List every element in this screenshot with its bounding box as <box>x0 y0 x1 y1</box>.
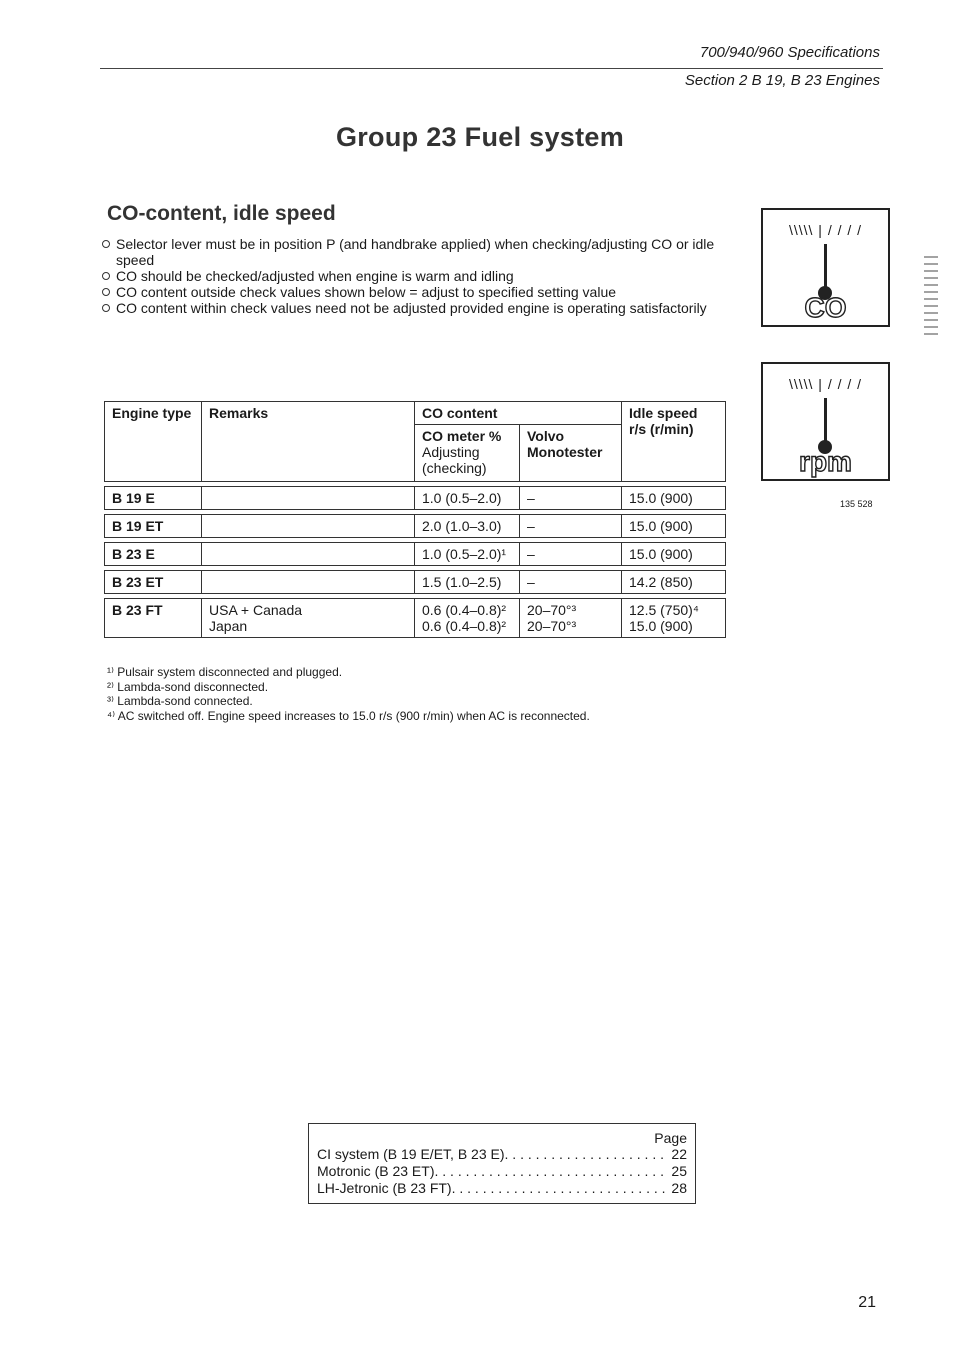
cell-idle: 15.0 (900) <box>622 543 726 566</box>
cell-monotester: – <box>520 515 622 538</box>
ref-item-page: 25 <box>671 1163 687 1179</box>
ref-item-label: LH-Jetronic (B 23 FT) <box>317 1180 452 1196</box>
rpm-gauge-label: rpm <box>799 446 852 477</box>
leader-dots <box>434 1163 667 1180</box>
page-reference-box <box>308 1123 696 1204</box>
header-volvo-monotester: Volvo Monotester <box>520 425 622 482</box>
header-rule <box>100 68 883 69</box>
section-heading: CO-content, idle speed <box>107 202 336 225</box>
cell-remarks <box>202 543 415 566</box>
co-line: 0.6 (0.4–0.8)² <box>422 602 507 618</box>
table-row <box>105 487 726 510</box>
ref-item[interactable] <box>317 1180 687 1197</box>
instruction-item: CO should be checked/adjusted when engine is warm and idling <box>100 268 740 284</box>
cell-co: 1.5 (1.0–2.5) <box>415 571 520 594</box>
cell-idle: 14.2 (850) <box>622 571 726 594</box>
cell-monotester: – <box>520 487 622 510</box>
co-gauge-label: CO <box>804 292 847 323</box>
cell-remarks <box>202 515 415 538</box>
idle-line: 12.5 (750)⁴ <box>629 602 699 618</box>
co-idle-spec-table <box>104 401 726 638</box>
cell-remarks <box>202 571 415 594</box>
cell-engine: B 23 E <box>105 543 202 566</box>
cell-engine: B 23 FT <box>105 599 202 638</box>
figure-number: 135 528 <box>840 499 873 509</box>
cell-co: 1.0 (0.5–2.0) <box>415 487 520 510</box>
cell-idle <box>622 599 726 638</box>
section-title: Section 2 B 19, B 23 Engines <box>684 72 880 89</box>
gauge-ticks: \\\\\ | / / / / <box>788 376 863 392</box>
cell-remarks <box>202 487 415 510</box>
table-row <box>105 543 726 566</box>
ref-item[interactable] <box>317 1146 687 1163</box>
cell-co: 1.0 (0.5–2.0)¹ <box>415 543 520 566</box>
cell-co: 2.0 (1.0–3.0) <box>415 515 520 538</box>
table-row <box>105 515 726 538</box>
ref-item-page: 22 <box>671 1146 687 1162</box>
cell-idle: 15.0 (900) <box>622 487 726 510</box>
table-row <box>105 599 726 638</box>
instruction-item: CO content outside check values shown below = adjust to specified setting value <box>100 284 740 300</box>
remark-line: USA + Canada <box>209 602 303 618</box>
document-title: 700/940/960 Specifications <box>699 44 880 61</box>
gauge-ticks: \\\\\ | / / / / <box>788 222 863 238</box>
ref-item-page: 28 <box>671 1180 687 1196</box>
cell-co <box>415 599 520 638</box>
instruction-item: Selector lever must be in position P (and handbrake applied) when checking/adjusting CO or idle speed <box>100 236 740 268</box>
co-gauge-icon <box>761 208 890 327</box>
gauge-needle <box>824 398 827 446</box>
cell-monotester: – <box>520 543 622 566</box>
header-co-meter <box>415 425 520 482</box>
instruction-list <box>100 236 740 316</box>
idle-speed-unit: r/s (r/min) <box>629 421 694 437</box>
mono-line: 20–70°³ <box>527 602 577 618</box>
table-header-row <box>105 402 726 425</box>
idle-line: 15.0 (900) <box>629 618 693 634</box>
ref-item[interactable] <box>317 1163 687 1180</box>
cell-monotester <box>520 599 622 638</box>
header-engine-type: Engine type <box>105 402 202 482</box>
leader-dots <box>452 1180 668 1197</box>
cell-engine: B 23 ET <box>105 571 202 594</box>
margin-marks <box>924 256 938 340</box>
leader-dots <box>505 1146 668 1163</box>
cell-engine: B 19 E <box>105 487 202 510</box>
idle-speed-label: Idle speed <box>629 405 698 421</box>
header-co-content: CO content <box>415 402 622 425</box>
cell-engine: B 19 ET <box>105 515 202 538</box>
co-line: 0.6 (0.4–0.8)² <box>422 618 507 634</box>
ref-page-header: Page <box>654 1130 687 1146</box>
footnote: ⁴⁾ AC switched off. Engine speed increases to 15.0 r/s (900 r/min) when AC is reconnected. <box>107 708 590 723</box>
co-meter-sub: Adjusting (checking) <box>422 444 487 476</box>
table-row <box>105 571 726 594</box>
ref-item-label: CI system (B 19 E/ET, B 23 E) <box>317 1146 505 1162</box>
header-remarks: Remarks <box>202 402 415 482</box>
group-title: Group 23 Fuel system <box>335 122 625 152</box>
cell-idle: 15.0 (900) <box>622 515 726 538</box>
gauge-needle <box>824 244 827 292</box>
footnotes <box>107 665 590 723</box>
co-meter-label: CO meter % <box>422 428 502 444</box>
cell-remarks <box>202 599 415 638</box>
mono-line: 20–70°³ <box>527 618 577 634</box>
page-number: 21 <box>858 1294 876 1311</box>
rpm-gauge-icon <box>761 362 890 481</box>
ref-item-label: Motronic (B 23 ET) <box>317 1163 435 1179</box>
header-idle-speed <box>622 402 726 482</box>
remark-line: Japan <box>209 618 248 634</box>
cell-monotester: – <box>520 571 622 594</box>
footnote: ²⁾ Lambda-sond disconnected. <box>107 679 269 694</box>
footnote: ¹⁾ Pulsair system disconnected and plugged. <box>107 665 343 679</box>
instruction-item: CO content within check values need not be adjusted provided engine is operating satisfactorily <box>100 300 740 316</box>
footnote: ³⁾ Lambda-sond connected. <box>107 694 253 708</box>
